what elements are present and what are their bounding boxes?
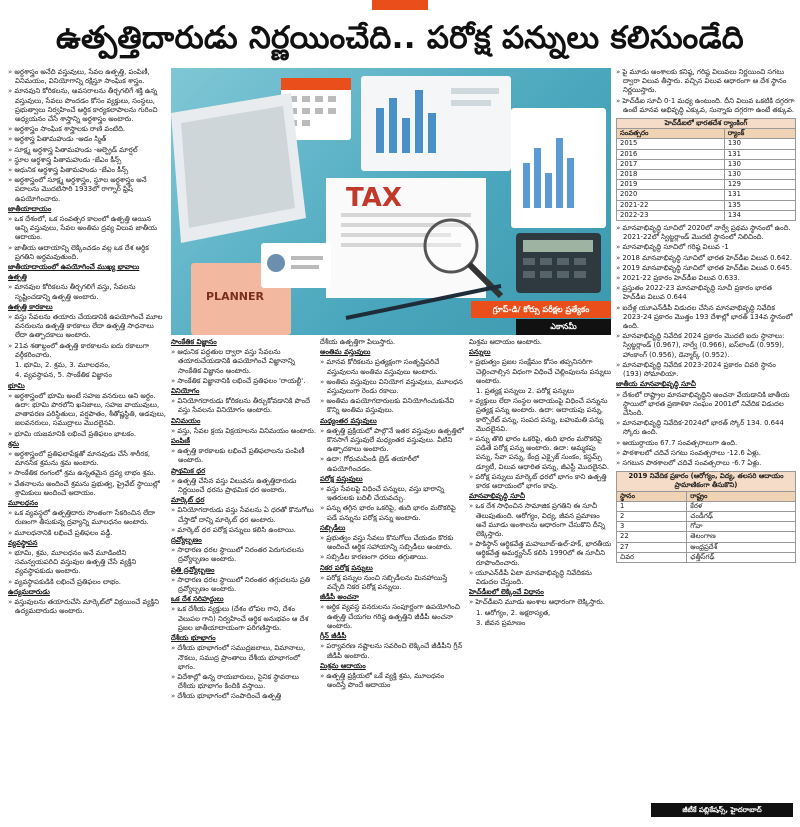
section-heading: దేశీయ భూభాగం xyxy=(171,634,216,643)
paragraph: » 2019 మానవాభివృద్ధి సూచిలో భారత హెచ్‌డీఐ విలువ 0.645. xyxy=(616,264,796,273)
paragraph: » పాకిస్థాన్‌ ఆర్థికవేత్త మహబూబ్‌-ఉల్‌-హక్‌, భారతీయ ఆర్థికవేత్త అమర్త్యసేన్‌ కలిసి 1990లో ఈ సూచీని రూపొందించారు. xyxy=(469,540,612,568)
paragraph: » వస్తు సేవలను తయారు చేయడానికి ఉపయోగించే మూల వనరులను ఉత్పత్తి కారకాలు లేదా ఉత్పత్తి సాధనాలు లేదా ఉత్పాదకాలు అంటారు. xyxy=(8,313,166,341)
paragraph: » పాఠశాలలో చదివే సగటు సంవత్సరాలు -12.6 ఏళ్లు. xyxy=(616,449,796,458)
paragraph: మిశ్రమ ఆదాయం అంటారు. xyxy=(469,338,542,346)
paragraph: » ఉత్పత్తి చేసిన వస్తు విలువను ఉత్పత్తిదారుడు నిర్ణయించే ధరను ప్రాథమిక ధర అంటారు. xyxy=(171,477,316,495)
paragraph: » మానవుని కోరికలను, అవసరాలను తీర్చగలిగే శక్తి ఉన్న వస్తువులు, సేవలు పొందడం కోసం వ్యక్తులు, సంస్థలు, ప్రభుత్వాలు నిర్వహించే ఆర్థిక కార్యకలాపాలను గురించి అధ్యయనం చేసే శాస్త్రాన్ని అర్థశాస్త్రం అంటారు. xyxy=(8,87,166,124)
doc-bar-shape xyxy=(534,148,541,208)
section-heading: మూలధనం xyxy=(8,498,38,507)
rank-cell: 22 xyxy=(617,532,687,542)
paragraph: » ఒక దేశ సాధించిన సామాజిక ప్రగతిని ఈ సూచీ తెలుపుతుంది. ఆరోగ్యం, విద్య, జీవన ప్రమాణం అనే మూడు అంశాలను ఆధారంగా చేసుకొని దీన్ని లెక్కిస్తారు. xyxy=(469,502,612,539)
paragraph: » వినియోగదారుడు కోరికలను తీర్చుకోవడానికి పొందే వస్తు సేవలను వినియోగం అంటారు. xyxy=(171,397,316,415)
paragraph: » మానవాభివృద్ధి నివేదిక 2024 ప్రకారం మొదటి ఐదు స్థానాలు: స్విట్జర్లాండ్‌ (0.967), నార్వే (0.966), ఐస్‌లాండ్‌ (0.959), హాంకాంగ్‌ (0.956), డెన్మార్క్‌ (0.952). xyxy=(616,332,796,360)
chart-bar-shape xyxy=(402,118,410,153)
section-heading: మధ్యంతర వస్తువులు xyxy=(320,416,377,425)
table-row xyxy=(617,552,796,562)
section-heading: గ్రీన్‌ జీడీపీ xyxy=(320,632,347,641)
paper-line-shape xyxy=(451,88,499,94)
paragraph: » దేశంలో రాష్ట్రాల మానవాభివృద్ధిని అంచనా వేయడానికి జాతీయ స్థాయిలో భారత ప్రణాళికా సంఘం 2001లో నివేదిక విడుదల చేసింది. xyxy=(616,391,796,419)
paragraph: 1. ప్రత్యక్ష పన్నులు 2. పరోక్ష పన్నులు xyxy=(476,387,575,396)
paragraph: » 21వ శతాబ్దంలో ఉత్పత్తి కారకాలను ఐదు రకాలుగా వర్గీకరించారు. xyxy=(8,342,166,360)
state-cell: ఛత్తీస్‌గఢ్‌ xyxy=(687,552,796,562)
paragraph: » పన్ను తగ్గిన భారం ఒకరిపై, తుది భారం మరొకరిపై పడే పన్నును పరోక్ష పన్ను అంటారు. xyxy=(320,504,465,522)
year-cell: 2020 xyxy=(617,190,725,200)
paragraph: » అర్థశాస్త్రం సాంఘిక శాస్త్రాలకు రాణి వంటిది. xyxy=(8,125,166,134)
paragraph: » అర్థశాస్త్రంలో సూక్ష్మ అర్థశాస్త్రం, స్థూల అర్థశాస్త్రం అనే పదాలను మొదటిసారి 1933లో రాగ్నార్‌ ఫ్రిష్‌ ఉపయోగించారు. xyxy=(8,176,166,204)
page-headline: ఉత్పత్తిదారుడు నిర్ణయించేది.. పరోక్ష పన్నులు కలిసుండేది xyxy=(56,20,744,56)
paragraph: » వినియోగదారుడు వస్తు సేవలను ఏ ధరతో కొనుగోలు చేస్తాడో దాన్ని మార్కెట్‌ ధర అంటారు. xyxy=(171,506,316,524)
paragraph: » సాధారణ ధరల స్థాయిలో నిరంతర పెరుగుదలను ద్రవ్యోల్బణం అంటారు. xyxy=(171,546,316,564)
rank-cell: 135 xyxy=(724,200,795,210)
article-column-5 xyxy=(616,68,796,803)
section-heading: జీడీపీ అంచనా xyxy=(320,593,359,602)
paragraph: » ప్రభుత్వం ప్రజల సంక్షేమం కోసం తప్పనిసరిగా చెల్లించాల్సిన విధంగా విధించే చెల్లింపులను పన్నులు అంటారు. xyxy=(469,358,612,386)
section-heading: వినిమయం xyxy=(171,416,201,425)
section-heading: భూమి xyxy=(8,381,25,390)
paragraph: » వ్యవస్థాపకుడికి లభించే ప్రతిఫలం లాభం. xyxy=(8,578,166,587)
chart-bar-shape xyxy=(376,108,384,153)
col5-intro xyxy=(616,68,796,115)
paragraph: » పై మూడు అంశాలకు కనిష్ఠ, గరిష్ఠ విలువలు నిర్ణయించి సగటు ద్వారా విలువ తీస్తారు. వచ్చిన విలువ ఆధారంగా ఆ దేశ స్థానం నిర్ణయిస్తారు. xyxy=(616,68,796,96)
paragraph: 3. జీవన ప్రమాణం xyxy=(476,618,526,627)
state-table-caption: 2019 నివేదిక ప్రకారం (ఆరోగ్యం, విద్య, తలసరి ఆదాయం ప్రామాణికంగా తీసుకొని) xyxy=(617,472,796,491)
doc-bar-shape xyxy=(556,138,563,208)
rank-cell: 131 xyxy=(724,149,795,159)
paragraph: » ఒక వ్యవస్థలో ఉత్పత్తిదారు సొంతంగా సేకరించిన లేదా రుణంగా తీసుకున్న ద్రవ్యాన్ని మూలధనం అంటారు. xyxy=(8,509,166,527)
planner-word: PLANNER xyxy=(206,290,264,303)
table-row xyxy=(617,149,796,159)
chart-bar-shape xyxy=(415,90,423,153)
article-column-3 xyxy=(320,338,465,820)
state-cell: తెలంగాణ xyxy=(687,532,796,542)
article-column-1 xyxy=(8,68,166,820)
paragraph: 1. భూమి, 2. శ్రమ, 3. మూలధనం, xyxy=(15,361,111,370)
section-heading: మిశ్రమ ఆదాయం xyxy=(320,661,366,670)
rank-cell: 1 xyxy=(617,501,687,511)
rank-cell: 130 xyxy=(724,170,795,180)
paragraph: » ఆర్థిక వ్యవస్థ వనరులను సంపూర్ణంగా ఉపయోగించి ఉత్పత్తి చేయగల గరిష్ఠ ఉత్పత్తిని జీడీపీ అంచనా అంటారు. xyxy=(320,603,465,631)
paragraph: » మార్కెట్‌ ధర పరోక్ష పన్నులు కలిసి ఉంటాయి. xyxy=(171,526,316,535)
state-cell: చండీగఢ్‌ xyxy=(687,511,796,521)
publisher-credit: జీటీకే పబ్లికేషన్స్‌, హైదరాబాద్‌ xyxy=(651,803,793,817)
paragraph: » మానవ కోరికలను ప్రత్యక్షంగా సంతృప్తిపరిచే వస్తువులను అంతిమ వస్తువులు అంటారు. xyxy=(320,358,465,376)
section-heading: ఉత్పత్తి xyxy=(8,273,27,282)
hdi-year-header: సంవత్సరం xyxy=(617,129,725,139)
paragraph: » మానవాభివృద్ధి నివేదిక-2024లో భారత్‌ స్కోర్‌ 134. 0.644 స్కోరు ఉంది. xyxy=(616,419,796,437)
section-heading: పంపిణీ xyxy=(171,437,190,446)
paragraph: » ఉదా: గోధుమపిండి బ్రెడ్‌ తయారీలో ఉపయోగించడం. xyxy=(320,455,465,473)
state-rank-header: స్థానం xyxy=(617,491,687,501)
section-heading: సబ్సిడీలు xyxy=(320,523,346,532)
paragraph: » ఆధునిక అర్థశాస్త్ర పితామహుడు -జేఎం కీన్స్‌ xyxy=(8,166,166,175)
paragraph: » దేశీయ భూభాగంలో సముద్రజలాలు, విమానాలు, నౌకలు, సముద్ర ప్రాంతాలు దేశీయ భూభాగంలో భాగం. xyxy=(171,644,316,672)
paragraph: » ఆధునిక పద్ధతుల ద్వారా వస్తు సేవలను తయారుచేయడానికి ఉపయోగించే విజ్ఞానాన్ని సాంకేతిక విజ్ఞానం అంటారు. xyxy=(171,348,316,376)
paragraph: » 2021-22 ప్రకారం హెచ్‌డీఐ విలువ 0.633. xyxy=(616,274,796,283)
rank-cell: 130 xyxy=(724,139,795,149)
paragraph: 4. వ్యవస్థాపన, 5. సాంకేతిక విజ్ఞానం xyxy=(15,371,112,380)
paragraph: » ప్రస్తుతం 2022-23 మానవాభివృద్ధి సూచీ ప్రకారం భారత హెచ్‌డీఐ విలువ 0.644 xyxy=(616,284,796,302)
rank-cell: 27 xyxy=(617,542,687,552)
section-heading: ఒక దేశ సరిహద్దులు xyxy=(171,595,224,604)
paragraph: » వ్యక్తులు లేదా సంస్థల ఆదాయంపై విధించే పన్నును ప్రత్యక్ష పన్ను అంటారు. ఉదా: ఆదాయపు పన్ను, కార్పొరేట్‌ పన్ను, సంపద పన్ను, బహుమతి పన్ను మొదలైనవి. xyxy=(469,397,612,434)
hdi-ranking-table xyxy=(616,118,796,221)
rank-cell: 129 xyxy=(724,180,795,190)
table-row xyxy=(617,200,796,210)
paragraph: » మానవాభివృద్ధి నివేదిక 2023-2024 ప్రకారం చివరి స్థానం (193) సోమాలియా. xyxy=(616,361,796,379)
doc-bar-shape xyxy=(545,173,552,208)
tax-desk-illustration xyxy=(171,68,611,335)
section-heading: మార్కెట్‌ ధర xyxy=(171,496,205,505)
table-row xyxy=(617,542,796,552)
hdi-table-caption: హెచ్‌డీఐలో భారతదేశ ర్యాంకింగ్‌ xyxy=(617,119,796,129)
table-row xyxy=(617,180,796,190)
paragraph: » వేతనాలను అందించే శ్రమను ప్రభుత్వ, ప్రైవేట్‌ స్థాయిల్లో శ్రామికులు అందించే ఆదాయం. xyxy=(8,480,166,498)
paragraph: » స్థూల అర్థశాస్త్ర పితామహుడు -జేఎం కీన్స్‌ xyxy=(8,156,166,165)
year-cell: 2019 xyxy=(617,180,725,190)
doc-bar-shape xyxy=(567,158,574,208)
paragraph: » ఐదేళ్ల యూఎన్‌డీపీ విడుదల చేసిన మానవాభివృద్ధి నివేదిక 2023-24 ప్రకారం మొత్తం 193 దేశాల్లో భారత్‌ 134వ స్థానంలో ఉంది. xyxy=(616,304,796,332)
chart-bar-shape xyxy=(389,98,397,153)
paragraph: » మానవుల కోరికలను తీర్చగలిగే వస్తు, సేవలను సృష్టించడాన్ని ఉత్పత్తి అంటారు. xyxy=(8,283,166,301)
year-cell: 2017 xyxy=(617,159,725,169)
rank-cell: 3 xyxy=(617,522,687,532)
year-cell: 2018 xyxy=(617,170,725,180)
paragraph: » పర్యావరణ నష్టాలను సవరించి లెక్కించే జీడీపీని గ్రీన్‌ జీడీపీ అంటారు. xyxy=(320,642,465,660)
section-heading: ప్రతి ద్రవ్యోల్బణం xyxy=(171,565,215,574)
paragraph: » సాధారణ ధరల స్థాయిలో నిరంతర తగ్గుదలను ప్రతి ద్రవ్యోల్బణం అంటారు. xyxy=(171,576,316,594)
paragraph: » వస్తు, సేవల క్రయ విక్రయాలను వినిమయం అంటారు. xyxy=(171,427,316,436)
paragraph: » ప్రభుత్వం వస్తు సేవలు కొనుగోలు చేయడం కొరకు అందించే ఆర్థిక సహాయాన్ని సబ్సిడీలు అంటారు. xyxy=(320,534,465,552)
section-heading: జాతీయాదాయం xyxy=(8,204,52,213)
rank-cell: 2 xyxy=(617,511,687,521)
section-heading: ఉద్యమదారుడు xyxy=(8,587,50,596)
rank-cell: చివర xyxy=(617,552,687,562)
paragraph: » విదేశాల్లో ఉన్న రాయబారులు, సైనిక స్థావరాలు దేశీయ భూభాగం కిందికి వస్తాయి. xyxy=(171,673,316,691)
state-ranking-table xyxy=(616,471,796,563)
year-cell: 2022-23 xyxy=(617,210,725,220)
section-heading: శ్రమ xyxy=(8,439,20,448)
state-cell: కేరళ xyxy=(687,501,796,511)
table-row xyxy=(617,170,796,180)
section-heading: వినియోగం xyxy=(171,387,200,396)
rank-cell: 134 xyxy=(724,210,795,220)
paragraph: 1. ఆరోగ్యం, 2. అక్షరాస్యత, xyxy=(476,608,551,617)
table-row xyxy=(617,210,796,220)
paragraph: » హెచ్‌డీఐ సూచీ 0-1 మధ్య ఉంటుంది. దీని విలువ ఒకటికి దగ్గరగా ఉంటే మానవ అభివృద్ధి ఎక్కువ, సున్నాకు దగ్గరగా ఉంటే తక్కువ. xyxy=(616,97,796,115)
doc-bar-shape xyxy=(523,163,530,208)
table-row xyxy=(617,532,796,542)
paragraph: » భూమి యజమానికి లభించే ప్రతిఫలం భాటకం. xyxy=(8,430,166,439)
section-heading: జాతీయ మానవాభివృద్ధి సూచీ xyxy=(616,380,696,389)
section-heading: పరోక్ష వస్తువులు xyxy=(320,474,363,483)
table-row xyxy=(617,511,796,521)
paragraph: » ఉత్పత్తి కారకాలకు లభించే ప్రతిఫలాలను పంపిణీ అంటారు. xyxy=(171,447,316,465)
paragraph: » అర్థశాస్త్రం అనేది వస్తువులు, సేవల ఉత్పత్తి, పంపిణీ, వినిమయం, వినియోగాన్ని రక్షిస్తూ సాంఘిక శాస్త్రం. xyxy=(8,68,166,86)
top-accent-tab xyxy=(372,0,428,10)
paragraph: » అర్థశాస్త్రంలో భూమి అంటే సహజ వనరులు అని అర్థం. ఉదా: భూమి పొరలోని ఖనిజాలు, సహజ వాయువులు, వాతావరణ పరిస్థితులు, వర్షపాతం, శీతోష్ణస్థితి, అడవులు, జలవనరులు, సముద్రాలు మొదలైనవి. xyxy=(8,392,166,429)
rank-cell: 131 xyxy=(724,190,795,200)
paragraph: » భూమి, శ్రమ, మూలధనం అనే మూడింటిని సమన్వయపరిచి వస్తువుల ఉత్పత్తి చేసే వ్యక్తిని వ్యవస్థాపకుడు అంటారు. xyxy=(8,549,166,577)
tax-word: TAX xyxy=(346,183,402,213)
paragraph: » సాంకేతిక విజ్ఞానానికి లభించే ప్రతిఫలం 'రాయల్టీ'. xyxy=(171,377,316,386)
chart-bar-shape xyxy=(428,113,436,153)
paragraph: » సాంకేతిక రంగంలో శ్రమ ఉన్నతమైన ద్రవ్య లాభం శ్రమ. xyxy=(8,469,166,478)
state-cell: గోవా xyxy=(687,522,796,532)
section-heading: జాతీయాదాయంలో ఉపయోగించే ముఖ్య భావాలు xyxy=(8,263,140,272)
paragraph: » మానవాభివృద్ధి సూచిలో 2020లో నార్వే ప్రథమ స్థానంలో ఉంది. 2021-22లో స్విట్జర్లాండ్‌ మొదటి స్థానంలో నిలిచింది. xyxy=(616,224,796,242)
paragraph: » సూక్ష్మ అర్థశాస్త్ర పితామహుడు -ఆల్ఫ్రెడ్‌ మార్షల్‌ xyxy=(8,146,166,155)
paragraph: » అర్థశాస్త్ర పితామహుడు -ఆడం స్మిత్‌ xyxy=(8,135,166,144)
paragraph: దేశీయ ఉత్పత్తిగా పిలుస్తారు. xyxy=(320,338,396,346)
paragraph: » మూలధనానికి లభించే ప్రతిఫలం వడ్డీ. xyxy=(8,529,166,538)
section-heading: ఉత్పత్తి కారకాలు xyxy=(8,302,53,311)
section-heading: హెచ్‌డీఐలో లెక్కించే విధానం xyxy=(469,588,544,597)
paragraph: » పన్ను తొలి భారం ఒకరిపై, తుది భారం మరొకరిపై పడితే పరోక్ష పన్ను అంటారు. ఉదా: అమ్మకపు పన్ను, సేవా పన్ను, కేంద్ర ఎక్సైజ్‌ సుంకం, కస్టమ్స్‌ డ్యూటీ, విలువ ఆధారిత పన్ను, జీఎస్టీ మొదలైనవి. xyxy=(469,435,612,472)
table-row xyxy=(617,190,796,200)
photo-banner: గ్రూప్‌-డి/ కోర్సు పరీక్షల ప్రత్యేకం xyxy=(471,301,611,318)
paragraph: » వస్తువులను తయారుచేసి మార్కెట్‌లో విక్రయించే వ్యక్తిని ఉద్యమదారుడు అంటారు. xyxy=(8,598,166,616)
paragraph: » దేశీయ భూభాగంలో సంపాదించే ఉత్పత్తి xyxy=(171,692,316,701)
paragraph: » జాతీయ ఆదాయాన్ని లెక్కించడం వల్ల ఒక దేశ ఆర్థిక ప్రగతిని అర్థమవుతుంది. xyxy=(8,244,166,262)
paragraph: » హెచ్‌డీఐని మూడు అంశాల ఆధారంగా లెక్కిస్తారు. xyxy=(469,598,612,607)
section-heading: అంతిమ వస్తువులు xyxy=(320,348,371,357)
section-heading: సాంకేతిక విజ్ఞానం xyxy=(171,338,217,346)
paragraph: » మానవాభివృద్ధి సూచిలో గరిష్ఠ విలువ -1 xyxy=(616,243,796,252)
paragraph: » ఒక దేశంలో, ఒక సంవత్సర కాలంలో ఉత్పత్తి అయిన అన్ని వస్తువులు, సేవల అంతిమ ద్రవ్య విలువ జాతీయ ఆదాయం. xyxy=(8,215,166,243)
paragraph: » ఉత్పత్తి ప్రక్రియలో ఒకే వ్యక్తి శ్రమ, మూలధనం అందిస్తే పొందే ఆదాయం xyxy=(320,672,465,690)
photo-banner-subject: ఎకానమీ xyxy=(516,319,611,335)
paragraph: » వస్తు సేవలపై విధించే పన్నులు, వస్తు భారాన్ని ఇతరులకు బదిలీ చేయవచ్చు. xyxy=(320,485,465,503)
table-row xyxy=(617,522,796,532)
section-heading: నికర పరోక్ష పన్నులు xyxy=(320,563,373,572)
paragraph: » ఉత్పత్తి ప్రక్రియలో పాల్గొనే ఇతర వస్తువుల ఉత్పత్తిలో కొనసాగే వస్తువులే మధ్యంతర వస్తువులు. వీటిని ఉత్పాదకాలు అంటారు. xyxy=(320,427,465,455)
paper-line-shape xyxy=(451,100,491,106)
rank-cell: 130 xyxy=(724,159,795,169)
table-row xyxy=(617,501,796,511)
year-cell: 2016 xyxy=(617,149,725,159)
article-column-2 xyxy=(171,338,316,820)
paragraph: » సబ్సిడీల కారణంగా ధరలు తగ్గుతాయి. xyxy=(320,553,465,562)
paragraph: » ఆయుర్దాయం 67.7 సంవత్సరాలుగా ఉంది. xyxy=(616,439,796,448)
section-heading: ద్రవ్యోల్బణం xyxy=(171,536,202,545)
paragraph: » పరోక్ష పన్నుల నుంచి సబ్సిడీలను మినహాయిస్తే వచ్చేది నికర పరోక్ష పన్నులు. xyxy=(320,574,465,592)
section-heading: వ్యవస్థాపన xyxy=(8,538,38,547)
table-row xyxy=(617,159,796,169)
table-row xyxy=(617,139,796,149)
year-cell: 2015 xyxy=(617,139,725,149)
paragraph: » ఒక దేశీయ వ్యక్తులు (దేశం లోపల గాని, దేశం వెలుపల గాని) నిర్వహించే ఆర్థిక అనుభవం ఆ దేశ ప్రజల జాతీయాదాయంగా పరిగణిస్తారు. xyxy=(171,605,316,633)
article-column-4 xyxy=(469,338,612,820)
paragraph: » సగటున పాఠశాలలో చదివే సంవత్సరాలు -6.7 ఏళ్లు. xyxy=(616,459,796,468)
paragraph: » 2018 మానవాభివృద్ధి సూచిలో భారత హెచ్‌డీఐ విలువ 0.642. xyxy=(616,254,796,263)
hdi-rank-header: ర్యాంక్‌ xyxy=(724,129,795,139)
state-cell: ఆంధ్రప్రదేశ్‌ xyxy=(687,542,796,552)
paragraph: » అంతిమ ఉపయోగదారులకు వినియోగించుకునేవి కొన్ని అంతిమ వస్తువులు. xyxy=(320,397,465,415)
year-cell: 2021-22 xyxy=(617,200,725,210)
paragraph: » పరోక్ష పన్నులు మార్కెట్‌ ధరలో భాగం కాని ఉత్పత్తి కారక ఆదాయంలో భాగం కావు. xyxy=(469,473,612,491)
section-heading: ప్రాథమిక ధర xyxy=(171,466,206,475)
paragraph: » అంతిమ వస్తువులు వినియోగ వస్తువులు, మూలధన వస్తువులుగా రెండు రకాలు. xyxy=(320,378,465,396)
section-heading: పన్నులు xyxy=(469,348,491,357)
section-heading: మానవాభివృద్ధి సూచీ xyxy=(469,492,525,501)
hero-photo xyxy=(171,68,611,335)
paragraph: » యూఎన్‌డీపీ ఏటా మానవాభివృద్ధి నివేదికను విడుదల చేస్తుంది. xyxy=(469,569,612,587)
paragraph: » అర్థశాస్త్రంలో ప్రతిఫలాపేక్షతో మానవుడు చేసే శారీరక, మానసిక శ్రమను శ్రమ అంటారు. xyxy=(8,450,166,468)
state-name-header: రాష్ట్రం xyxy=(687,491,796,501)
col5-body xyxy=(616,224,796,468)
